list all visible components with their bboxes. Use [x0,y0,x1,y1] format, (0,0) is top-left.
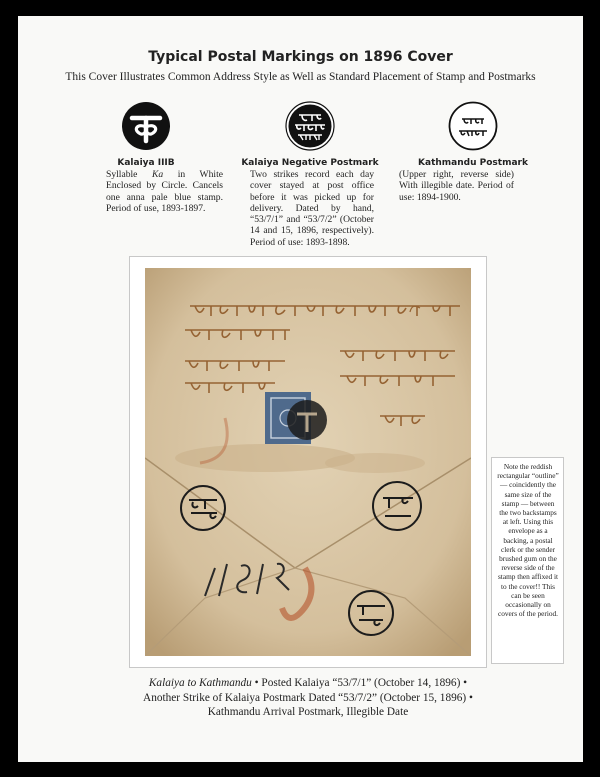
marking-description: Syllable Ka in White Enclosed by Circle. Cancels one anna pale blue stamp. Period of use, 1893-1897. [106,169,223,214]
side-note: Note the reddish rectangular “outline” — coincidently the same size of the stamp — between the two backstamps at left. Using this envelope as a backing, a postal clerk or the sender brushed gum on the reverse side of the stamp then affixed it to the cover!! This can be seen occasionally on covers of the period. [491,457,564,664]
album-page [18,16,583,762]
cover-caption: Kalaiya to Kathmandu • Posted Kalaiya “53/7/1” (October 14, 1896) • Another Strike of Kalaiya Postmark Dated “53/7/2” (October 15, 1896) • Kathmandu Arrival Postmark, Illegible Date [143,677,473,719]
marking-title: Kathmandu Postmark [418,158,528,168]
ka-syllable-cancel-icon [121,101,171,151]
cover-mount [129,256,487,668]
page-title: Typical Postal Markings on 1896 Cover [148,49,453,65]
marking-description: Two strikes record each day cover stayed at post office before it was picked up for delivery. Dated by hand, “53/7/1” and “53/7/2” (October 14 and 15, 1896, respectively). Period of use: 1893-1898. [250,169,374,248]
marking-title: Kalaiya Negative Postmark [241,158,379,168]
cover-image [145,268,471,656]
marking-description: (Upper right, reverse side) With illegible date. Period of use: 1894-1900. [399,169,514,203]
kathmandu-postmark-icon [448,101,498,151]
marking-title: Kalaiya IIIB [117,158,175,168]
negative-postmark-icon [285,101,335,151]
page-subtitle: This Cover Illustrates Common Address Style as Well as Standard Placement of Stamp and Postmarks [65,71,536,83]
